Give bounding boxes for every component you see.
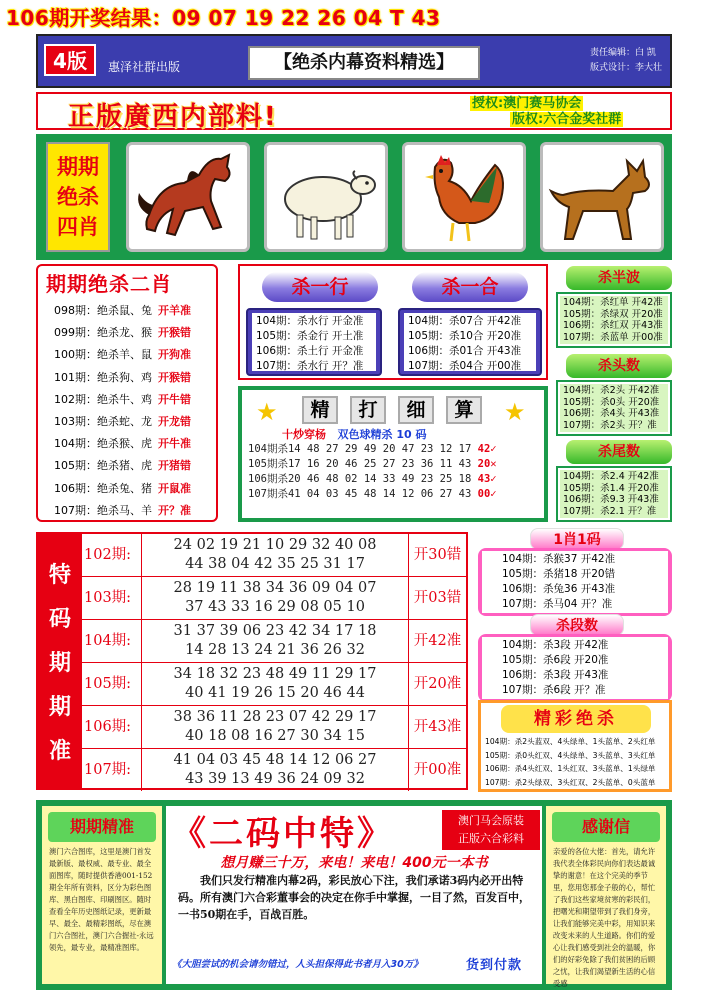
zodiac-label (46, 142, 110, 252)
accuracy-panel (42, 806, 162, 984)
list-item: 106期：杀土行 开金准 (256, 345, 364, 357)
cash-on-delivery-label: 货到付款 (466, 958, 523, 973)
list-item: 104期：杀07合 开42准 (408, 315, 522, 327)
panel-title: 精 打 细 算 (282, 396, 502, 424)
list-item: 105期：杀猪18 开20错 (502, 568, 616, 580)
list-item: 106期杀20 46 48 02 14 33 49 23 25 18 43✓ (248, 473, 497, 485)
list-item: 104期：杀2头 开42准 (563, 385, 660, 396)
panel-subtitle: 十炒穿杨 双色球精杀 10 码 (282, 428, 427, 441)
zodiac-label-line: 期期 (57, 155, 99, 179)
panel-text: 澳门六合图库，这里是澳门首发最新版、最权威、最专业、最全面图库，随时提供香港001-152期全年所有资料，区分为彩色图库、黑白图库、印刷图区。随时查看全年历史图纸记录，更新最早、最全、最精彩图纸，尽在澳门六合图社，澳门六合握社-永远领先，最专业，最精准图库。 (49, 847, 154, 952)
list-item: 106期：杀红双 开43准 (563, 320, 663, 331)
precise-calc-panel (238, 386, 548, 522)
banner-authorization (470, 96, 623, 128)
list-item: 105期：杀0头 开20准 (563, 396, 660, 408)
one-xiao-title: 1肖1码 (530, 528, 624, 550)
list-item: 105期：杀1.4 开20准 (563, 482, 659, 494)
banner-title: 正版廣西内部料! (68, 102, 278, 132)
list-item: 105期杀17 16 20 46 25 27 23 36 11 43 20✕ (248, 458, 497, 470)
half-wave-box (556, 292, 672, 348)
wonderful-kill-panel (478, 700, 672, 792)
thank-you-letter (546, 806, 666, 988)
auth-label: 授权:澳门赛马协会 (472, 96, 582, 111)
kill-row-box (246, 308, 382, 376)
list-item: 098期：绝杀鼠、兔 开羊准 (54, 304, 191, 317)
list-item: 104期：杀猴37 开42准 (502, 553, 616, 565)
list-item: 103期：绝杀蛇、龙 开龙错 (54, 414, 191, 428)
list-item: 107期：杀2头绿双、3头红双、2头蓝单、0头蓝单 (485, 777, 656, 787)
kill-two-zodiac-panel (36, 264, 218, 522)
tail-num-box (556, 466, 672, 522)
special-code-table (36, 532, 468, 790)
edition-badge: 4版 (44, 44, 96, 76)
table-row: 102期: 24 02 19 21 10 29 32 40 08 44 38 04 42 35 25 31 17 开30错 (82, 534, 466, 577)
head-num-title: 杀头数 (566, 354, 672, 378)
panel-text: 亲爱的各位大佬：首先，请允许我代表全体彩民向你们表达最诚挚的谢意！在这个完美的季节里，您用您那金子般的心，帮忙了我们这些家境贫寒的彩民们，把曙光和期望带到了我们身旁，让我们能够完美中彩，用知识来改变未来的人生道路。你们的爱心让我们感受到社会的温暖，你们的好彩免除了我们贫困的后顾之忧，让我们渴望新生活的心信受感 (553, 847, 656, 988)
table-row: 106期: 38 36 11 28 23 07 42 29 17 40 18 08 16 27 30 34 15 开43准 (82, 706, 466, 749)
panel-title: 感谢信 (552, 812, 660, 842)
tail-num-title: 杀尾数 (566, 440, 672, 464)
kill-combo-title: 杀一合 (412, 272, 528, 302)
list-item: 099期：绝杀龙、猴 开猴错 (54, 326, 191, 340)
list-item: 100期：绝杀羊、鼠 开狗准 (54, 348, 191, 362)
list-item: 107期：杀6段 开？准 (502, 684, 606, 696)
list-item: 105期：杀6段 开20准 (502, 654, 609, 666)
zodiac-label-line: 四肖 (57, 215, 99, 239)
list-item: 106期：杀3段 开43准 (502, 669, 609, 681)
star-icon: ★ (256, 398, 278, 426)
list-item: 104期：杀2.4 开42准 (563, 471, 659, 482)
half-wave-title: 杀半波 (566, 266, 672, 290)
table-row: 105期: 34 18 32 23 48 49 11 29 17 40 41 19 26 15 20 46 44 开20准 (82, 663, 466, 706)
zodiac-label-line: 绝杀 (57, 185, 99, 209)
list-item: 102期：绝杀牛、鸡 开牛错 (54, 392, 191, 406)
list-item: 107期：杀04合 开00准 (408, 360, 522, 372)
list-item: 105期：杀绿双 开20准 (563, 308, 663, 320)
list-item: 104期：绝杀猴、虎 开牛准 (54, 437, 191, 451)
editor-line: 责任编辑：白 凯 (590, 48, 656, 58)
list-item: 106期：杀4头红双、1头红双、3头蓝单、1头绿单 (485, 764, 656, 773)
kill-row-title: 杀一行 (262, 272, 378, 302)
ad-text: 我们只发行精准内幕2码，彩民放心下注，我们承诺3码内必开出特码。所有澳门六合彩董事会的决定在你手中掌握，一目了然，百发百中，一书50期在手，百战百胜。 (178, 874, 530, 921)
header-bar (36, 34, 672, 88)
kill-combo-box (398, 308, 542, 376)
kill-two-list (54, 300, 220, 522)
list-item: 107期：杀水行 开？准 (256, 360, 364, 372)
publisher-label: 惠泽社群出版 (108, 60, 181, 74)
list-item: 105期：绝杀猪、虎 开猪错 (54, 459, 191, 473)
list-item: 104期：杀3段 开42准 (502, 639, 609, 651)
list-item: 107期：杀蓝单 开00准 (563, 331, 663, 343)
editor-credits (590, 46, 662, 76)
ad-footnote: 《大胆尝试的机会请勿错过，人头担保得此书者月入30万》 (172, 959, 423, 970)
bottom-section (36, 800, 672, 990)
one-xiao-box (478, 548, 672, 616)
list-item: 104期：杀红单 开42准 (563, 297, 663, 308)
page-title: 【绝杀内幕资料精选】 (248, 46, 480, 80)
list-item: 104期：杀水行 开金准 (256, 315, 364, 327)
head-num-box (556, 380, 672, 436)
draw-result-headline: 106期开奖结果：09 07 19 22 26 04 T 43 (6, 6, 441, 30)
kill-row-combo-panel (238, 264, 548, 380)
list-item: 107期：杀2.1 开？准 (563, 505, 657, 517)
panel-title: 期期精准 (48, 812, 156, 842)
list-item: 107期：绝杀马、羊 开？准 (54, 503, 191, 517)
list-item: 106期：杀4头 开43准 (563, 408, 660, 419)
ad-side-label: 澳门马会原装 正版六合彩料 (442, 810, 540, 850)
ad-slogan: 想月赚三十万，来电！来电！400元一本书 (220, 855, 488, 871)
list-item: 107期：杀2头 开？准 (563, 419, 657, 431)
table-label: 特 码 期 期 准 (38, 534, 82, 788)
copyright-label: 版权:六合金奖社群 (512, 112, 622, 127)
list-item: 105期：杀金行 开土准 (256, 330, 364, 342)
sheep-icon (264, 142, 388, 252)
list-item: 106期：绝杀兔、猪 开鼠准 (54, 481, 191, 495)
panel-title: 期期绝杀二肖 (46, 272, 172, 296)
segment-title: 杀段数 (530, 614, 624, 636)
zodiac-section (36, 134, 672, 260)
list-item: 101期：绝杀狗、鸡 开猴错 (54, 370, 191, 384)
list-item: 104期：杀2头蓝双、4头绿单、1头蓝单、2头红单 (485, 737, 656, 746)
calc-list (248, 442, 497, 502)
banner (36, 92, 672, 130)
list-item: 106期：杀01合 开43准 (408, 345, 522, 357)
ad-title: 《二码中特》 (172, 814, 394, 854)
list-item: 105期：杀10合 开20准 (408, 330, 522, 342)
list-item: 106期：杀兔36 开43准 (502, 583, 616, 595)
list-item: 107期：杀马04 开？准 (502, 598, 613, 610)
list-item: 106期：杀9.3 开43准 (563, 494, 659, 505)
rooster-icon (402, 142, 526, 252)
star-icon: ★ (504, 398, 526, 426)
list-item: 105期：杀0头红双、4头绿单、3头蓝单、3头红单 (485, 750, 656, 760)
designer-line: 版式设计：李大壮 (590, 63, 663, 73)
list-item: 104期杀14 48 27 29 49 20 47 23 12 17 42✓ (248, 443, 497, 455)
table-row: 103期: 28 19 11 38 34 36 09 04 07 37 43 33 16 29 08 05 10 开03错 (82, 577, 466, 620)
horse-icon (126, 142, 250, 252)
table-row: 107期: 41 04 03 45 48 14 12 06 27 43 39 13 49 36 24 09 32 开00准 (82, 749, 466, 792)
table-row: 104期: 31 37 39 06 23 42 34 17 18 14 28 13 24 21 36 26 32 开42准 (82, 620, 466, 663)
two-code-ad (166, 806, 542, 984)
list-item: 107期杀41 04 03 45 48 14 12 06 27 43 00✓ (248, 488, 497, 500)
segment-box (478, 634, 672, 702)
dog-icon (540, 142, 664, 252)
panel-title: 精彩绝杀 (501, 705, 651, 733)
